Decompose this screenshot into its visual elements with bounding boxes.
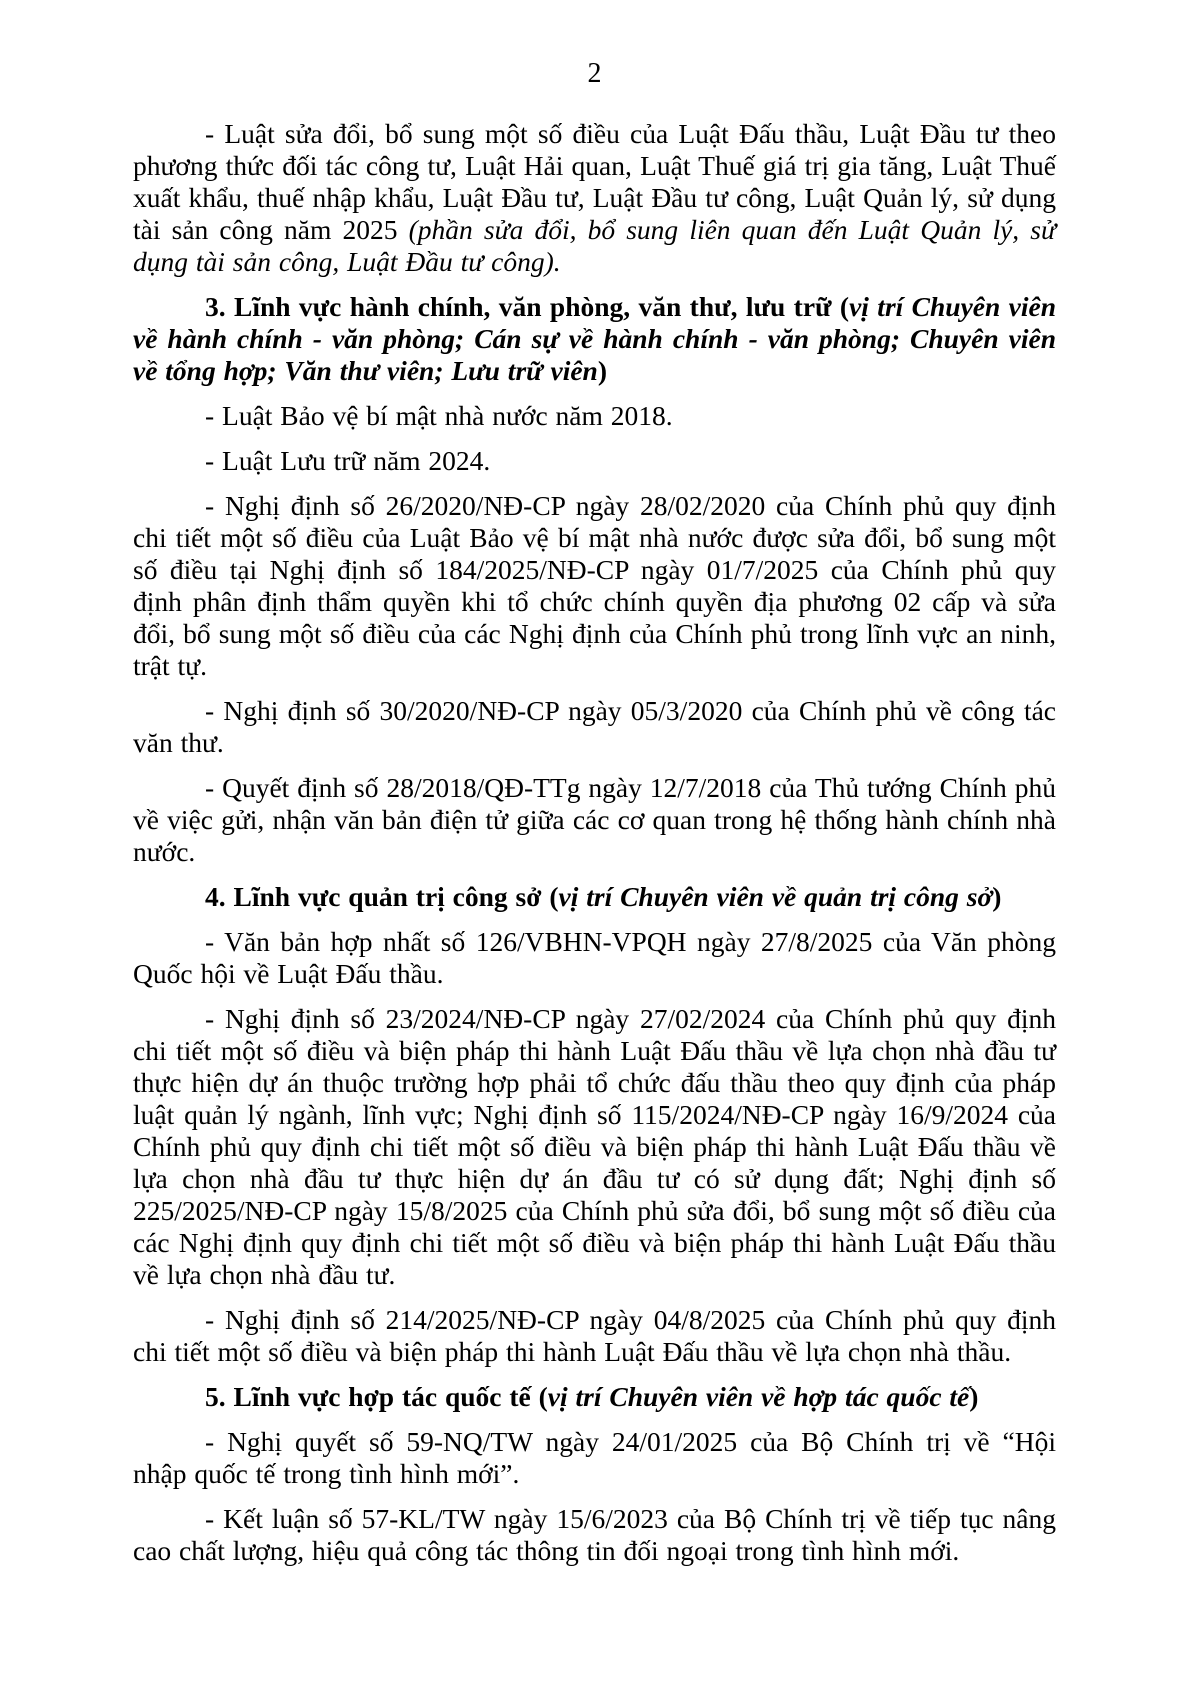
- paragraph-text-run: - Luật sửa đổi, bổ sung một số điều của Luật Đấu thầu, Luật Đầu tư theo phương thức đối tác công tư, Luật Hải quan, Luật Thuế giá trị gia tăng, Luật Thuế xuất khẩu, thuế nhập khẩu, Luật Đầu tư, Luật Đầu tư công, Luật Quản lý, sử dụng tài sản công năm 2025: [133, 118, 1056, 245]
- heading-text-run: ): [597, 355, 608, 386]
- section-heading: [133, 291, 1056, 387]
- paragraph-text-run: - Nghị định số 214/2025/NĐ-CP ngày 04/8/2025 của Chính phủ quy định chi tiết một số điều và biện pháp thi hành Luật Đấu thầu về lựa chọn nhà thầu.: [133, 1304, 1056, 1367]
- heading-text-run: vị trí Chuyên viên về hành chính - văn phòng; Cán sự về hành chính - văn phòng; Chuyên viên về tổng hợp; Văn thư viên; Lưu trữ viên: [133, 291, 1057, 386]
- paragraph-text-run: - Luật Lưu trữ năm 2024.: [205, 445, 491, 476]
- paragraph: [133, 400, 1056, 432]
- paragraph: [133, 445, 1056, 477]
- paragraph-text-run: - Văn bản hợp nhất số 126/VBHN-VPQH ngày 27/8/2025 của Văn phòng Quốc hội về Luật Đấu thầu.: [133, 926, 1056, 989]
- section-heading: [133, 881, 1056, 913]
- paragraph: [133, 926, 1056, 990]
- paragraph-text-run: - Nghị định số 30/2020/NĐ-CP ngày 05/3/2020 của Chính phủ về công tác văn thư.: [133, 695, 1056, 758]
- paragraph-text-run: - Nghị định số 26/2020/NĐ-CP ngày 28/02/2020 của Chính phủ quy định chi tiết một số điều của Luật Bảo vệ bí mật nhà nước được sửa đổi, bổ sung một số điều tại Nghị định số 184/2025/NĐ-CP ngày 01/7/2025 của Chính phủ quy định phân định thẩm quyền khi tổ chức chính quyền địa phương 02 cấp và sửa đổi, bổ sung một số điều của các Nghị định của Chính phủ trong lĩnh vực an ninh, trật tự.: [133, 490, 1056, 681]
- heading-text-run: vị trí Chuyên viên về quản trị công sở: [558, 881, 993, 912]
- heading-text-run: 5. Lĩnh vực hợp tác quốc tế (: [205, 1381, 548, 1412]
- paragraph: [133, 490, 1056, 682]
- page-number: 2: [587, 58, 602, 89]
- paragraph: [133, 1304, 1056, 1368]
- paragraph-text-run: - Nghị quyết số 59-NQ/TW ngày 24/01/2025 của Bộ Chính trị về “Hội nhập quốc tế trong tình hình mới”.: [133, 1426, 1056, 1489]
- paragraph: [133, 1426, 1056, 1490]
- heading-text-run: vị trí Chuyên viên về hợp tác quốc tế: [547, 1381, 970, 1412]
- heading-text-run: 4. Lĩnh vực quản trị công sở (: [205, 881, 559, 912]
- paragraph: [133, 695, 1056, 759]
- heading-text-run: ): [969, 1381, 979, 1412]
- paragraph: [133, 118, 1056, 278]
- paragraph-text-run: - Quyết định số 28/2018/QĐ-TTg ngày 12/7/2018 của Thủ tướng Chính phủ về việc gửi, nhận văn bản điện tử giữa các cơ quan trong hệ thống hành chính nhà nước.: [133, 772, 1056, 867]
- paragraph-text-run: - Luật Bảo vệ bí mật nhà nước năm 2018.: [205, 400, 673, 431]
- section-heading: [133, 1381, 1056, 1413]
- paragraph: [133, 772, 1056, 868]
- heading-text-run: 3. Lĩnh vực hành chính, văn phòng, văn thư, lưu trữ (: [205, 291, 850, 322]
- document-body: [133, 118, 1056, 1567]
- paragraph-text-run: - Nghị định số 23/2024/NĐ-CP ngày 27/02/2024 của Chính phủ quy định chi tiết một số điều và biện pháp thi hành Luật Đấu thầu về lựa chọn nhà đầu tư thực hiện dự án thuộc trường hợp phải tổ chức đấu thầu theo quy định của pháp luật quản lý ngành, lĩnh vực; Nghị định số 115/2024/NĐ-CP ngày 16/9/2024 của Chính phủ quy định chi tiết một số điều và biện pháp thi hành Luật Đấu thầu về lựa chọn nhà đầu tư thực hiện dự án đầu tư có sử dụng đất; Nghị định số 225/2025/NĐ-CP ngày 15/8/2025 của Chính phủ sửa đổi, bổ sung một số điều của các Nghị định quy định chi tiết một số điều và biện pháp thi hành Luật Đấu thầu về lựa chọn nhà đầu tư.: [133, 1003, 1056, 1290]
- paragraph-text-run: - Kết luận số 57-KL/TW ngày 15/6/2023 của Bộ Chính trị về tiếp tục nâng cao chất lượng, hiệu quả công tác thông tin đối ngoại trong tình hình mới.: [133, 1503, 1056, 1566]
- paragraph: [133, 1003, 1056, 1291]
- paragraph: [133, 1503, 1056, 1567]
- heading-text-run: ): [992, 881, 1002, 912]
- paragraph-text-run: (phần sửa đổi, bổ sung liên quan đến Luật Quản lý, sử dụng tài sản công, Luật Đầu tư công).: [133, 214, 1056, 277]
